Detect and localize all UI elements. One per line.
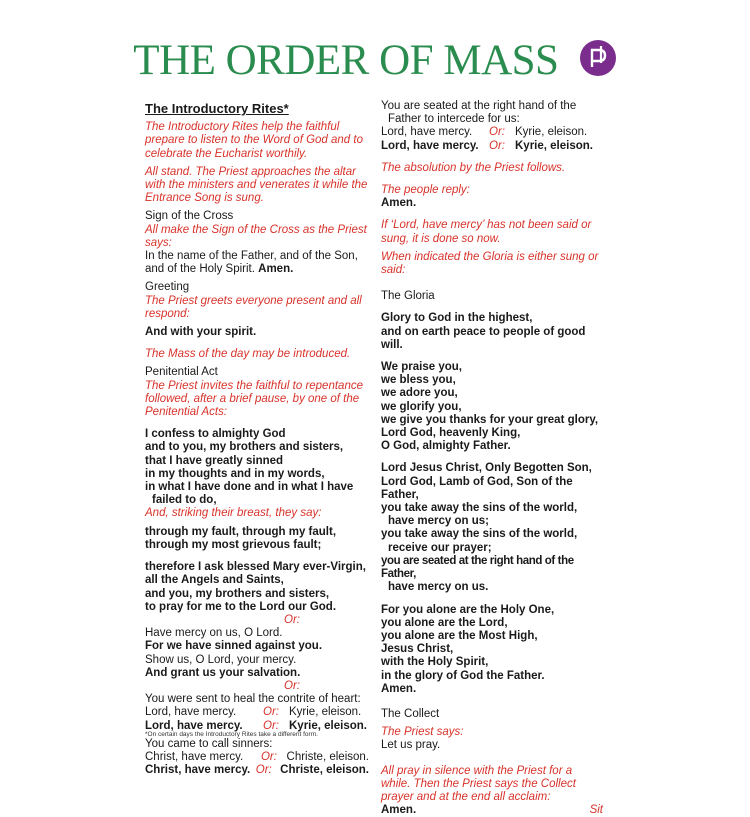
form2-line: And grant us your salvation. (145, 666, 301, 679)
collect-text: Let us pray. (381, 739, 441, 752)
sign-amen: Amen. (258, 263, 294, 276)
gloria-line: Lord God, heavenly King, (381, 427, 521, 440)
gloria-line: Lord God, Lamb of God, Son of the Father, (381, 475, 573, 501)
response-row (381, 140, 603, 153)
confiteor-line: that I have greatly sinned (145, 454, 284, 467)
confiteor-line: in my thoughts and in my words, (145, 467, 325, 480)
gloria-line: we adore you, (381, 387, 458, 400)
final-amen-row (381, 804, 603, 817)
people-line: Lord, have mercy. (145, 719, 243, 732)
rubric-sign: All make the Sign of the Cross as the Priest says: (145, 223, 367, 249)
people-line: Lord, have mercy. (381, 139, 479, 152)
confiteor-line: to pray for me to the Lord our God. (145, 600, 337, 613)
or-label: Or: (263, 719, 279, 732)
people-line: Christ, have mercy. (145, 764, 251, 777)
gloria-line: we bless you, (381, 374, 456, 387)
confiteor-line: all the Angels and Saints, (145, 574, 284, 587)
form2-line: Show us, O Lord, your mercy. (145, 653, 297, 666)
gloria-line: with the Holy Spirit, (381, 656, 489, 669)
rubric-stand: All stand. The Priest approaches the altar with the ministers and venerates it while the Entrance Song is sung. (145, 165, 368, 205)
priest-line: Lord, have mercy. (381, 126, 473, 139)
gloria-line: Amen. (381, 682, 417, 695)
or-label: Or: (263, 706, 279, 719)
confiteor-line: through my fault, through my fault, (145, 525, 337, 538)
gloria-part4 (381, 604, 603, 696)
alt-line: Christe, eleison. (280, 764, 369, 777)
gloria-line: we give you thanks for your great glory, (381, 413, 599, 426)
alt-line: Kyrie, eleison. (289, 719, 367, 732)
alt-line: Kyrie, eleison. (515, 126, 588, 139)
gloria-line: we glorify you, (381, 400, 462, 413)
confiteor-line: I confess to almighty God (145, 428, 286, 441)
alt-line: Kyrie, eleison. (289, 706, 362, 719)
confiteor-line: and you, my brothers and sisters, (145, 587, 330, 600)
confiteor-part2 (145, 526, 369, 552)
form2-line: For we have sinned against you. (145, 640, 323, 653)
gloria-line: in the glory of God the Father. (381, 669, 545, 682)
rubric-mass: The Mass of the day may be introduced. (145, 348, 351, 361)
sign-text-body: In the name of the Father, and of the Son, and of the Holy Spirit. (145, 250, 358, 276)
rubric-greeting: The Priest greets everyone present and all respond: (145, 294, 362, 320)
form3-invocation: You were sent to heal the contrite of heart: (145, 693, 361, 706)
gloria-line: receive our prayer; (388, 541, 492, 554)
gloria-line: you take away the sins of the world, (381, 502, 578, 515)
gloria-line: you are seated at the right hand of the Father, (381, 554, 574, 581)
rubric-intro: The Introductory Rites help the faithful prepare to listen to the Word of God and to celebrate the Eucharist worthily. (145, 121, 363, 160)
gloria-part1 (381, 312, 603, 352)
rubric-absolution: The absolution by the Priest follows. (381, 161, 566, 174)
seated-line: Father to intercede for us: (388, 113, 520, 126)
collect-title: The Collect (381, 707, 440, 720)
gloria-line: Glory to God in the highest, (381, 312, 533, 325)
gloria-line: Jesus Christ, (381, 643, 454, 656)
section-heading: The Introductory Rites* (145, 101, 289, 116)
gloria-part2 (381, 361, 603, 453)
gloria-part3 (381, 462, 603, 594)
rubric-penitential: The Priest invites the faithful to repentance followed, after a brief pause, by one of the Penitential Acts: (145, 379, 363, 419)
sign-text (145, 250, 369, 276)
or-divider: Or: (284, 679, 300, 692)
gloria-line: you alone are the Lord, (381, 616, 508, 629)
right-column (381, 100, 603, 817)
or-label: Or: (489, 126, 505, 139)
confiteor-part3 (145, 561, 369, 614)
gloria-line: have mercy on us; (388, 515, 489, 528)
or-label: Or: (489, 139, 505, 152)
seated-line: You are seated at the right hand of the (381, 100, 577, 112)
form3-invocation: You came to call sinners: (145, 737, 273, 750)
posture-sit: Sit (589, 804, 603, 817)
confiteor-part1 (145, 428, 369, 507)
or-label: Or: (255, 764, 272, 777)
sign-title: Sign of the Cross (145, 210, 234, 223)
alt-line: Christe, eleison. (286, 750, 369, 763)
priest-line: Lord, have mercy. (145, 706, 237, 719)
or-label: Or: (260, 750, 277, 763)
gloria-line: and on earth peace to people of good will. (381, 325, 586, 351)
alt-line: Kyrie, eleison. (515, 139, 593, 152)
gloria-line: We praise you, (381, 361, 462, 374)
response-row (145, 764, 369, 777)
left-column (145, 100, 369, 777)
penitential-title: Penitential Act (145, 366, 218, 379)
gloria-line: you take away the sins of the world, (381, 528, 578, 541)
confiteor-line: in what I have done and in what I have (145, 481, 354, 494)
confiteor-line: therefore I ask blessed Mary ever-Virgin, (145, 561, 366, 574)
response-row (145, 751, 369, 764)
rubric-people: The people reply: (381, 184, 470, 197)
gloria-line: have mercy on us. (388, 581, 489, 594)
confiteor-line: and to you, my brothers and sisters, (145, 441, 344, 454)
response-row (381, 126, 603, 139)
or-divider: Or: (284, 613, 300, 626)
rubric-collect: The Priest says: (381, 726, 464, 739)
gloria-line: you alone are the Most High, (381, 629, 538, 642)
response-row (145, 706, 369, 719)
page-title (0, 32, 750, 85)
rubric-silence: All pray in silence with the Priest for a while. Then the Priest says the Collect prayer and at the end all acclaim: (381, 764, 576, 803)
publisher-logo-icon (579, 39, 617, 77)
gloria-line: For you alone are the Holy One, (381, 603, 555, 616)
rubric-gloria: When indicated the Gloria is either sung or said: (381, 250, 599, 277)
rubric-breast: And, striking their breast, they say: (145, 507, 322, 520)
greeting-response: And with your spirit. (145, 326, 257, 339)
priest-line: Christ, have mercy. (145, 750, 244, 763)
form2-line: Have mercy on us, O Lord. (145, 627, 283, 640)
title-text: THE ORDER OF MASS (133, 36, 559, 84)
final-amen: Amen. (381, 804, 417, 817)
gloria-line: Lord Jesus Christ, Only Begotten Son, (381, 462, 592, 475)
gloria-line: O God, almighty Father. (381, 440, 511, 453)
amen-response: Amen. (381, 197, 417, 210)
footnote: *On certain days the Introductory Rites take a different form. (145, 731, 318, 738)
greeting-title: Greeting (145, 281, 190, 294)
confiteor-line: through my most grievous fault; (145, 538, 322, 551)
rubric-if: If ‘Lord, have mercy’ has not been said or sung, it is done so now. (381, 219, 592, 245)
gloria-title: The Gloria (381, 290, 435, 303)
confiteor-line: failed to do, (152, 494, 217, 507)
